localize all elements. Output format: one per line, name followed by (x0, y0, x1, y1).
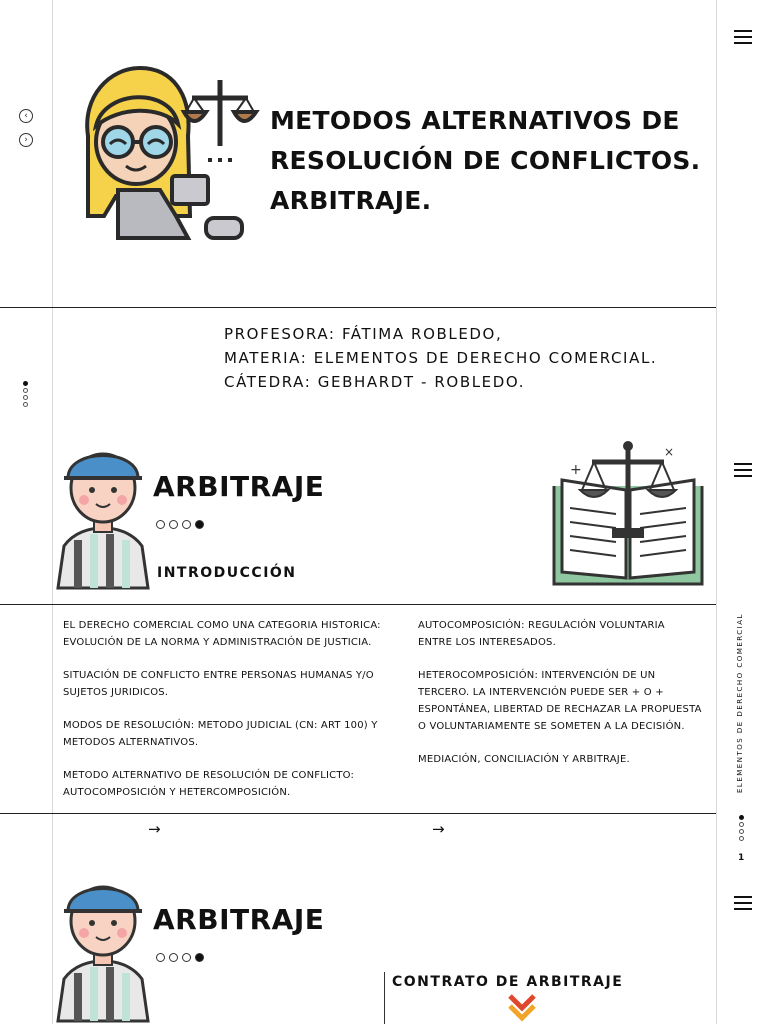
intro-paragraph: MODOS DE RESOLUCIÓN: METODO JUDICIAL (CN: ART 100) Y METODOS ALTERNATIVOS. (63, 720, 378, 748)
intro-paragraph: MEDIACIÓN, CONCILIACIÓN Y ARBITRAJE. (418, 754, 630, 765)
intro-paragraph: METODO ALTERNATIVO DE RESOLUCIÓN DE CONFLICTO: AUTOCOMPOSICIÓN Y HETERCOMPOSICIÓN. (63, 770, 355, 798)
indicator-dot[interactable] (182, 953, 191, 962)
referee-icon (54, 438, 152, 590)
sidebar-vertical-title: ELEMENTOS DE DERECHO COMERCIAL (736, 613, 744, 793)
intro-left-column (63, 617, 383, 817)
intro-paragraph: AUTOCOMPOSICIÓN: REGULACIÓN VOLUNTARIA ENTRE LOS INTERESADOS. (418, 620, 665, 648)
next-slide-icon[interactable]: › (19, 133, 33, 147)
divider-1 (0, 307, 716, 308)
section-dots[interactable] (156, 520, 204, 529)
title-line: METODOS ALTERNATIVOS DE (270, 106, 680, 135)
arrow-right-icon[interactable]: → (432, 820, 445, 838)
indicator-dot[interactable] (156, 953, 165, 962)
intro-paragraph: EL DERECHO COMERCIAL COMO UNA CATEGORIA HISTORICA: EVOLUCIÓN DE LA NORMA Y ADMINISTRACIÓN DE JUSTICIA. (63, 620, 381, 648)
menu-icon[interactable] (734, 30, 752, 44)
credit-line: MATERIA: ELEMENTOS DE DERECHO COMERCIAL. (224, 349, 658, 367)
svg-text:×: × (664, 445, 675, 459)
contract-heading: CONTRATO DE ARBITRAJE (392, 974, 624, 990)
section-dots[interactable] (156, 953, 204, 962)
credit-line: PROFESORA: FÁTIMA ROBLEDO, (224, 325, 503, 343)
indicator-dot[interactable] (195, 953, 204, 962)
indicator-dot[interactable] (739, 829, 744, 834)
prev-slide-icon[interactable]: ‹ (19, 109, 33, 123)
section-heading: ARBITRAJE (153, 470, 325, 503)
svg-text:+: + (570, 462, 582, 478)
intro-paragraph: SITUACIÓN DE CONFLICTO ENTRE PERSONAS HUMANAS Y/O SUJETOS JURIDICOS. (63, 670, 374, 698)
contract-divider (384, 972, 385, 1024)
menu-icon[interactable] (734, 463, 752, 477)
left-margin-line (52, 0, 53, 1024)
page-number: 1 (738, 853, 745, 863)
indicator-dot[interactable] (739, 822, 744, 827)
arrow-right-icon[interactable]: → (148, 820, 161, 838)
right-margin-line (716, 0, 717, 1024)
slide-indicator-right[interactable] (739, 815, 744, 841)
referee-icon (54, 871, 152, 1023)
title-line: ARBITRAJE. (270, 186, 432, 215)
intro-paragraph: HETEROCOMPOSICIÓN: INTERVENCIÓN DE UN TERCERO. LA INTERVENCIÓN PUEDE SER + O + ESPONTÁNEA, LIBERTAD DE RECHAZAR LA PROPUESTA O VOLUNTARIAMENTE SE SOMETEN A LA DECISIÓN. (418, 670, 702, 732)
law-book-icon (552, 438, 704, 590)
menu-icon[interactable] (734, 896, 752, 910)
page-title (270, 101, 700, 221)
intro-right-column (418, 617, 702, 784)
indicator-dot[interactable] (23, 395, 28, 400)
indicator-dot[interactable] (169, 953, 178, 962)
section-heading: ARBITRAJE (153, 903, 325, 936)
indicator-dot[interactable] (23, 381, 28, 386)
indicator-dot[interactable] (195, 520, 204, 529)
credits (224, 322, 657, 394)
chevron-down-icon (508, 994, 536, 1024)
indicator-dot[interactable] (739, 836, 744, 841)
indicator-dot[interactable] (182, 520, 191, 529)
credit-line: CÁTEDRA: GEBHARDT - ROBLEDO. (224, 373, 526, 391)
indicator-dot[interactable] (156, 520, 165, 529)
indicator-dot[interactable] (739, 815, 744, 820)
indicator-dot[interactable] (23, 402, 28, 407)
lawyer-woman-icon (80, 66, 260, 244)
title-line: RESOLUCIÓN DE CONFLICTOS. (270, 146, 701, 175)
slide-indicator-left[interactable] (23, 381, 28, 407)
divider-2 (0, 604, 716, 605)
indicator-dot[interactable] (23, 388, 28, 393)
section-subheading: INTRODUCCIÓN (157, 565, 297, 581)
indicator-dot[interactable] (169, 520, 178, 529)
